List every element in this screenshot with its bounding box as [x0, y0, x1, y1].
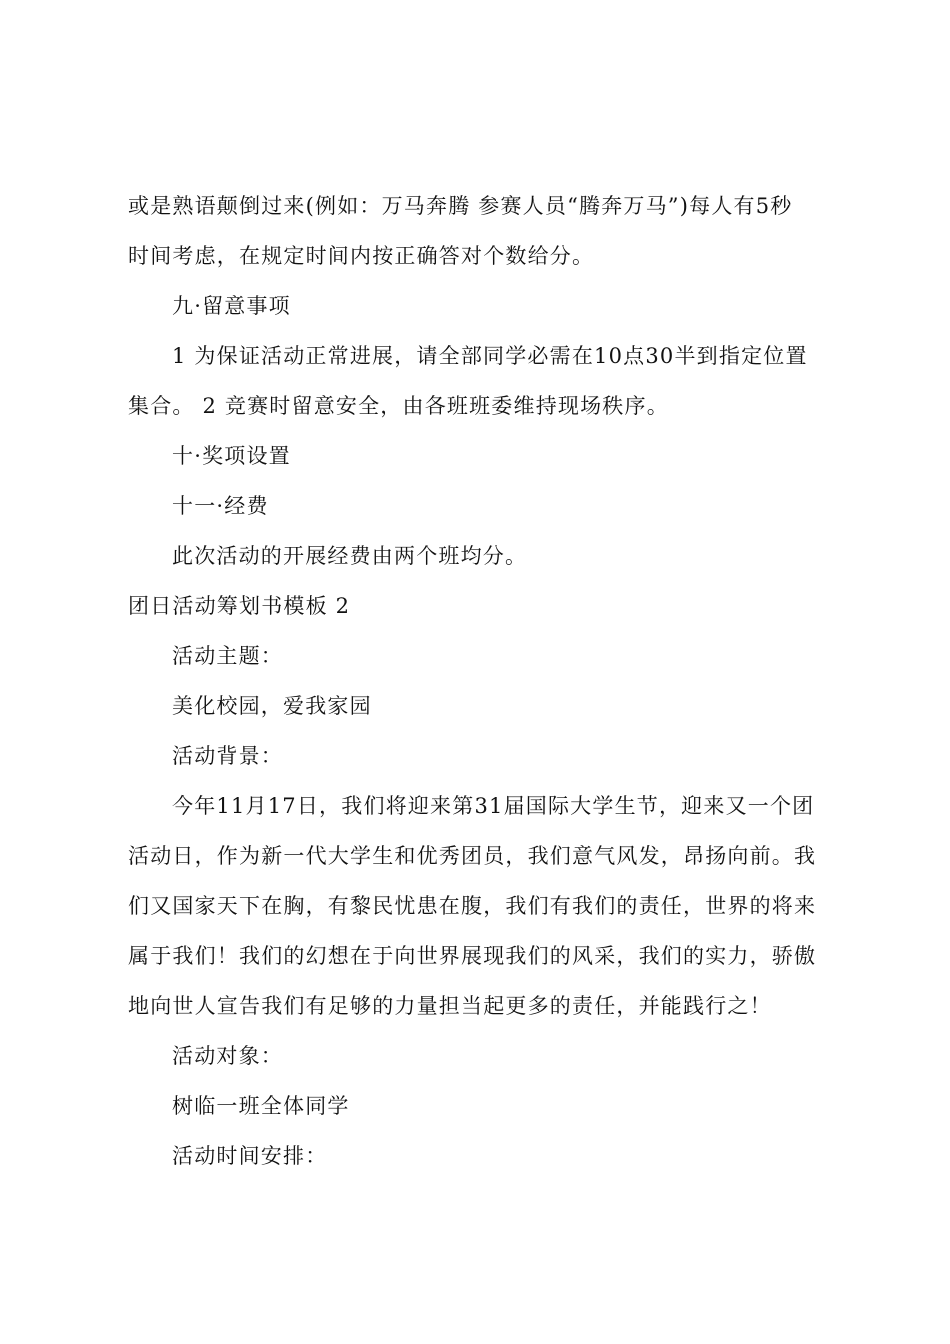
paragraph-line: 1 为保证活动正常进展，请全部同学必需在10点30半到指定位置 [172, 344, 808, 368]
label-background: 活动背景： [172, 744, 283, 768]
paragraph-line: 们又国家天下在胸，有黎民忧患在腹，我们有我们的责任，世界的将来 [128, 894, 817, 918]
paragraph-line: 属于我们！我们的幻想在于向世界展现我们的风采，我们的实力，骄傲 [128, 944, 817, 968]
paragraph-line: 或是熟语颠倒过来(例如：万马奔腾 参赛人员“腾奔万马”)每人有5秒 [128, 194, 793, 218]
section-heading-funding: 十一·经费 [172, 494, 269, 518]
paragraph-line: 时间考虑，在规定时间内按正确答对个数给分。 [128, 244, 595, 268]
label-theme: 活动主题： [172, 644, 283, 668]
paragraph-line: 集合。 2 竞赛时留意安全，由各班班委维持现场秩序。 [128, 394, 669, 418]
document-title-2: 团日活动筹划书模板 2 [128, 594, 351, 618]
paragraph-line: 活动日，作为新一代大学生和优秀团员，我们意气风发，昂扬向前。我 [128, 844, 817, 868]
section-heading-notes: 九·留意事项 [172, 294, 291, 318]
paragraph-line: 今年11月17日，我们将迎来第31届国际大学生节，迎来又一个团 [172, 794, 815, 818]
theme-value: 美化校园，爱我家园 [172, 694, 372, 718]
audience-value: 树临一班全体同学 [172, 1094, 350, 1118]
section-heading-awards: 十·奖项设置 [172, 444, 291, 468]
label-schedule: 活动时间安排： [172, 1144, 328, 1168]
paragraph-line: 此次活动的开展经费由两个班均分。 [172, 544, 528, 568]
label-audience: 活动对象： [172, 1044, 283, 1068]
paragraph-line: 地向世人宣告我们有足够的力量担当起更多的责任，并能践行之！ [128, 994, 772, 1018]
